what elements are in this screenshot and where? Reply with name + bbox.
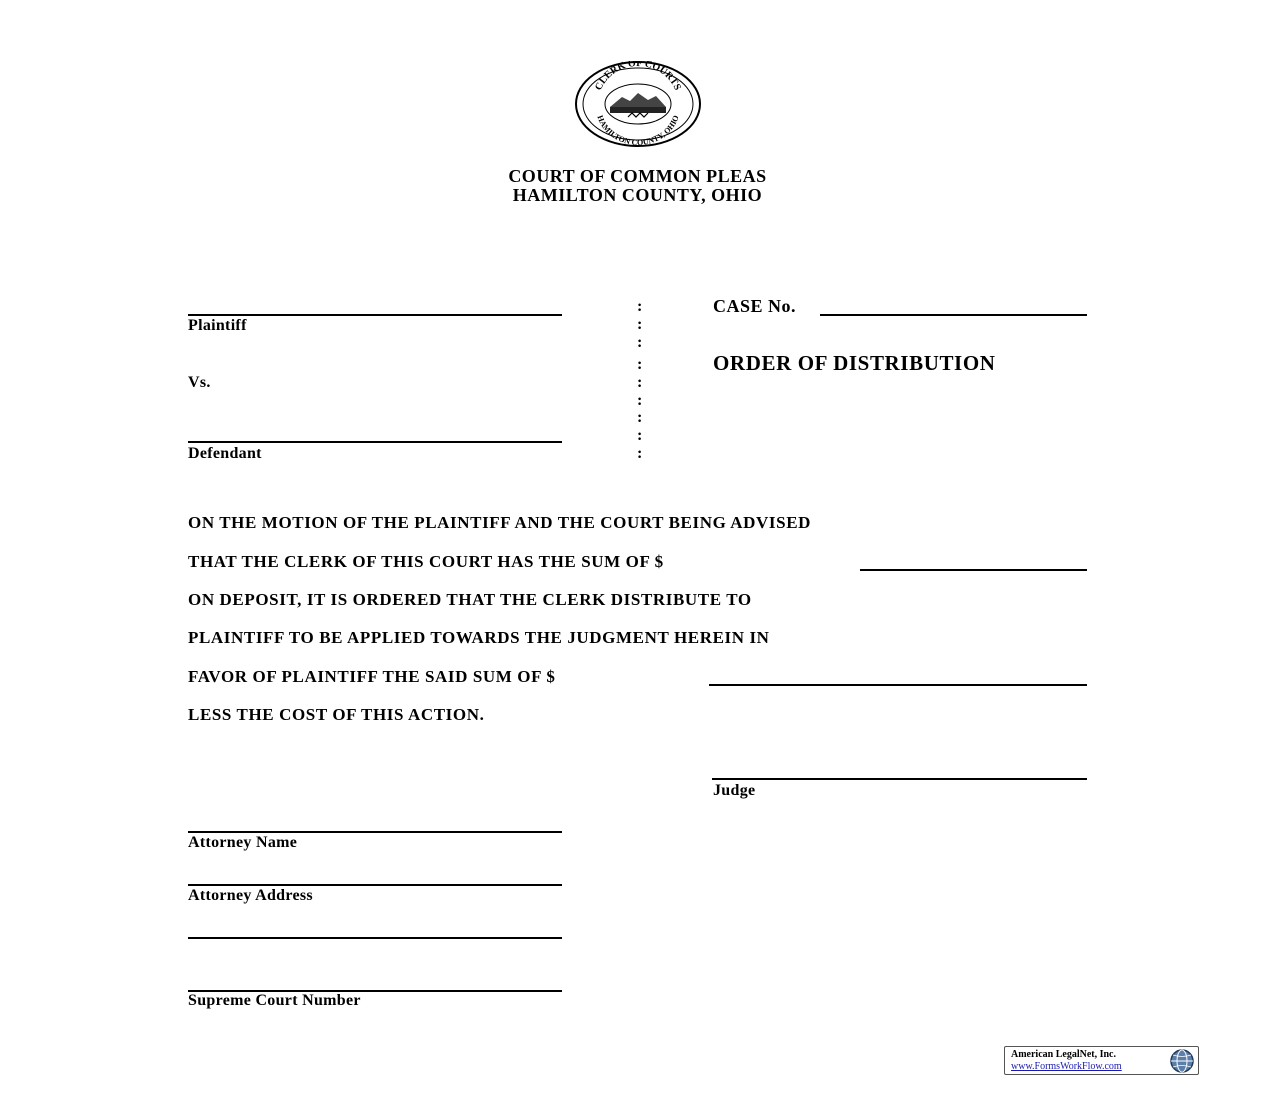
defendant-label: Defendant <box>188 445 262 462</box>
plaintiff-label: Plaintiff <box>188 317 247 334</box>
american-legalnet-logo[interactable] <box>1004 1046 1199 1075</box>
defendant-signature-line[interactable] <box>188 441 562 443</box>
judge-signature-line[interactable] <box>712 778 1087 780</box>
attorney-name-label: Attorney Name <box>188 834 298 851</box>
caption-colon: : <box>637 298 643 315</box>
seal-top-text: CLERK OF COURTS <box>593 61 683 93</box>
caption-colon: : <box>637 392 643 409</box>
supreme-court-number-label: Supreme Court Number <box>188 992 361 1009</box>
caption-colon: : <box>637 334 643 351</box>
attorney-address-label: Attorney Address <box>188 887 313 904</box>
attorney-address-line[interactable] <box>188 884 562 886</box>
clerk-of-courts-seal <box>574 61 702 147</box>
caption-colon: : <box>637 316 643 333</box>
globe-icon <box>1168 1048 1196 1074</box>
plaintiff-signature-line[interactable] <box>188 314 562 316</box>
court-name: COURT OF COMMON PLEAS <box>508 166 767 186</box>
caption-colon: : <box>637 427 643 444</box>
document-title: ORDER OF DISTRIBUTION <box>713 351 996 375</box>
footer-company-name: American LegalNet, Inc. <box>1011 1049 1116 1060</box>
caption-colon: : <box>637 356 643 373</box>
attorney-name-line[interactable] <box>188 831 562 833</box>
distribution-amount-field[interactable] <box>709 684 1087 686</box>
order-text-line-3: ON DEPOSIT, IT IS ORDERED THAT THE CLERK DISTRIBUTE TO <box>188 590 752 609</box>
order-text-line-5: FAVOR OF PLAINTIFF THE SAID SUM OF $ <box>188 667 556 686</box>
case-number-field[interactable] <box>820 314 1087 316</box>
order-text-line-2: THAT THE CLERK OF THIS COURT HAS THE SUM OF $ <box>188 552 664 571</box>
vs-label: Vs. <box>188 374 211 391</box>
caption-colon: : <box>637 409 643 426</box>
order-text-line-4: PLAINTIFF TO BE APPLIED TOWARDS THE JUDGMENT HEREIN IN <box>188 628 770 647</box>
case-number-label: CASE No. <box>713 296 797 316</box>
deposit-amount-field[interactable] <box>860 569 1087 571</box>
caption-colon: : <box>637 374 643 391</box>
caption-colon: : <box>637 445 643 462</box>
order-text-line-1: ON THE MOTION OF THE PLAINTIFF AND THE COURT BEING ADVISED <box>188 513 812 532</box>
order-text-line-6: LESS THE COST OF THIS ACTION. <box>188 705 485 724</box>
attorney-address-line-2[interactable] <box>188 937 562 939</box>
county-name: HAMILTON COUNTY, OHIO <box>512 185 763 205</box>
judge-label: Judge <box>713 782 756 799</box>
seal-bottom-text: HAMILTON COUNTY, OHIO <box>595 114 681 147</box>
footer-url-link[interactable]: www.FormsWorkFlow.com <box>1011 1061 1122 1072</box>
